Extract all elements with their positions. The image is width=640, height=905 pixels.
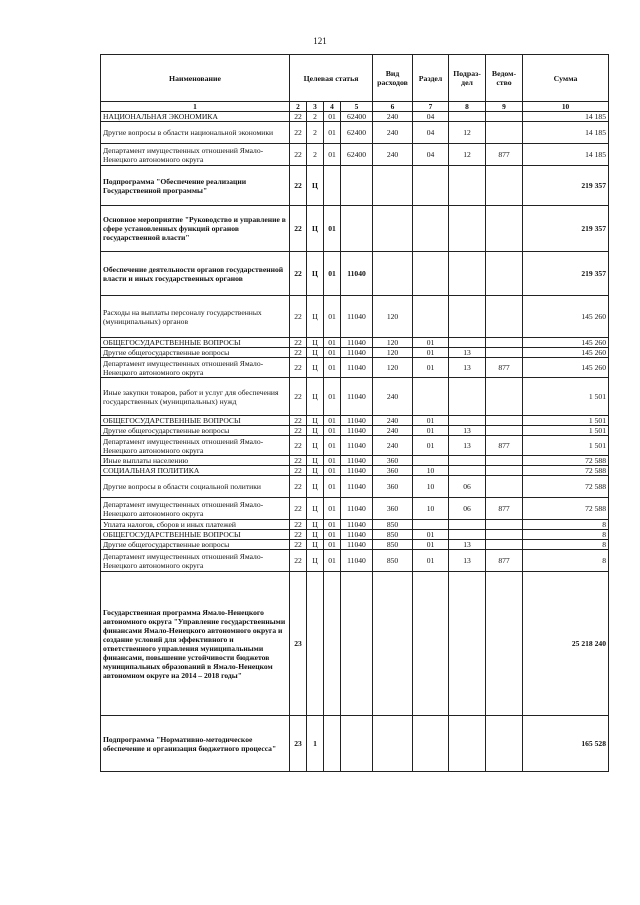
row-name: ОБЩЕГОСУДАРСТВЕННЫЕ ВОПРОСЫ	[101, 416, 290, 426]
header-row	[101, 55, 609, 102]
subsection-code: 13	[449, 550, 486, 572]
target-part-2: Ц	[307, 520, 324, 530]
department-code	[486, 530, 523, 540]
target-part-1: 22	[290, 122, 307, 144]
target-part-4: 62400	[341, 122, 373, 144]
target-part-1: 22	[290, 358, 307, 378]
target-part-4: 11040	[341, 252, 373, 296]
target-part-2: Ц	[307, 338, 324, 348]
sum-value: 1 501	[523, 436, 609, 456]
target-part-4: 11040	[341, 520, 373, 530]
sum-value: 145 260	[523, 358, 609, 378]
expense-type: 120	[373, 358, 413, 378]
department-code: 877	[486, 550, 523, 572]
table-row	[101, 436, 609, 456]
table-row	[101, 540, 609, 550]
target-part-2: Ц	[307, 456, 324, 466]
column-number: 8	[449, 102, 486, 112]
sum-value: 72 588	[523, 476, 609, 498]
row-name: Департамент имущественных отношений Ямало-Ненецкого автономного округа	[101, 550, 290, 572]
expense-type: 240	[373, 416, 413, 426]
target-part-4: 11040	[341, 378, 373, 416]
table-row	[101, 716, 609, 772]
target-part-1: 22	[290, 456, 307, 466]
table-row	[101, 122, 609, 144]
section-code: 10	[413, 498, 449, 520]
department-code: 877	[486, 358, 523, 378]
expense-type: 120	[373, 348, 413, 358]
sum-value: 14 185	[523, 122, 609, 144]
target-part-3: 01	[324, 550, 341, 572]
header-subsection: Подраз-дел	[449, 55, 486, 102]
department-code: 877	[486, 436, 523, 456]
target-part-3: 01	[324, 358, 341, 378]
section-code: 01	[413, 540, 449, 550]
expense-type	[373, 252, 413, 296]
section-code	[413, 252, 449, 296]
row-name: Уплата налогов, сборов и иных платежей	[101, 520, 290, 530]
target-part-4: 11040	[341, 550, 373, 572]
subsection-code: 13	[449, 358, 486, 378]
target-part-3: 01	[324, 206, 341, 252]
table-row	[101, 296, 609, 338]
expense-type	[373, 716, 413, 772]
target-part-4	[341, 206, 373, 252]
target-part-3: 01	[324, 540, 341, 550]
target-part-3: 01	[324, 466, 341, 476]
subsection-code	[449, 572, 486, 716]
column-number: 5	[341, 102, 373, 112]
target-part-2: Ц	[307, 476, 324, 498]
target-part-1: 22	[290, 338, 307, 348]
target-part-3: 01	[324, 436, 341, 456]
subsection-code: 06	[449, 498, 486, 520]
subsection-code	[449, 112, 486, 122]
section-code	[413, 520, 449, 530]
target-part-4: 11040	[341, 296, 373, 338]
subsection-code	[449, 166, 486, 206]
row-name: Иные закупки товаров, работ и услуг для обеспечения государственных (муниципальных) нужд	[101, 378, 290, 416]
row-name: Обеспечение деятельности органов государственной власти и иных государственных органов	[101, 252, 290, 296]
sum-value: 14 185	[523, 112, 609, 122]
expense-type: 360	[373, 456, 413, 466]
target-part-3: 01	[324, 520, 341, 530]
sum-value: 145 260	[523, 296, 609, 338]
department-code	[486, 338, 523, 348]
row-name: НАЦИОНАЛЬНАЯ ЭКОНОМИКА	[101, 112, 290, 122]
subsection-code: 13	[449, 436, 486, 456]
table-row	[101, 348, 609, 358]
target-part-2: Ц	[307, 378, 324, 416]
target-part-4	[341, 166, 373, 206]
target-part-2	[307, 572, 324, 716]
target-part-2: Ц	[307, 426, 324, 436]
target-part-2: Ц	[307, 466, 324, 476]
sum-value: 1 501	[523, 378, 609, 416]
section-code	[413, 716, 449, 772]
table-row	[101, 476, 609, 498]
section-code: 04	[413, 112, 449, 122]
subsection-code	[449, 530, 486, 540]
table-row	[101, 378, 609, 416]
target-part-2: Ц	[307, 348, 324, 358]
column-number: 1	[101, 102, 290, 112]
expense-type: 240	[373, 436, 413, 456]
sum-value: 1 501	[523, 416, 609, 426]
section-code: 10	[413, 476, 449, 498]
table-row	[101, 338, 609, 348]
row-name: СОЦИАЛЬНАЯ ПОЛИТИКА	[101, 466, 290, 476]
row-name: Основное мероприятие "Руководство и управление в сфере установленных функций органов государственной власти"	[101, 206, 290, 252]
header-section: Раздел	[413, 55, 449, 102]
row-name: Другие вопросы в области социальной политики	[101, 476, 290, 498]
target-part-1: 22	[290, 416, 307, 426]
expense-type	[373, 166, 413, 206]
target-part-1: 22	[290, 466, 307, 476]
table-row	[101, 456, 609, 466]
subsection-code	[449, 206, 486, 252]
row-name: ОБЩЕГОСУДАРСТВЕННЫЕ ВОПРОСЫ	[101, 338, 290, 348]
target-part-2: 2	[307, 122, 324, 144]
expense-type: 240	[373, 122, 413, 144]
target-part-2: Ц	[307, 206, 324, 252]
department-code	[486, 206, 523, 252]
department-code	[486, 112, 523, 122]
target-part-4	[341, 572, 373, 716]
target-part-3: 01	[324, 112, 341, 122]
table-row	[101, 206, 609, 252]
table-row	[101, 466, 609, 476]
subsection-code	[449, 338, 486, 348]
target-part-3: 01	[324, 456, 341, 466]
target-part-3: 01	[324, 348, 341, 358]
target-part-3: 01	[324, 122, 341, 144]
row-name: Департамент имущественных отношений Ямало-Ненецкого автономного округа	[101, 498, 290, 520]
expense-type: 850	[373, 520, 413, 530]
target-part-4: 11040	[341, 436, 373, 456]
department-code: 877	[486, 144, 523, 166]
table-row	[101, 572, 609, 716]
row-name: ОБЩЕГОСУДАРСТВЕННЫЕ ВОПРОСЫ	[101, 530, 290, 540]
subsection-code: 12	[449, 144, 486, 166]
section-code: 01	[413, 358, 449, 378]
row-name: Департамент имущественных отношений Ямало-Ненецкого автономного округа	[101, 436, 290, 456]
target-part-2: Ц	[307, 436, 324, 456]
expense-type: 360	[373, 498, 413, 520]
section-code	[413, 206, 449, 252]
sum-value: 165 528	[523, 716, 609, 772]
target-part-2: Ц	[307, 296, 324, 338]
target-part-2: 2	[307, 144, 324, 166]
table-row	[101, 144, 609, 166]
target-part-3: 01	[324, 416, 341, 426]
section-code	[413, 378, 449, 416]
target-part-4: 11040	[341, 426, 373, 436]
expense-type: 360	[373, 476, 413, 498]
table-row	[101, 520, 609, 530]
target-part-2: Ц	[307, 252, 324, 296]
row-name: Другие общегосударственные вопросы	[101, 540, 290, 550]
department-code	[486, 716, 523, 772]
target-part-4	[341, 716, 373, 772]
table-row	[101, 166, 609, 206]
target-part-4: 11040	[341, 338, 373, 348]
target-part-2: Ц	[307, 358, 324, 378]
sum-value: 72 588	[523, 498, 609, 520]
target-part-2: 1	[307, 716, 324, 772]
expense-type: 240	[373, 378, 413, 416]
table-row	[101, 112, 609, 122]
target-part-1: 22	[290, 348, 307, 358]
target-part-3: 01	[324, 426, 341, 436]
section-code: 01	[413, 426, 449, 436]
table-row	[101, 416, 609, 426]
table-row	[101, 358, 609, 378]
sum-value: 72 588	[523, 456, 609, 466]
target-part-1: 22	[290, 476, 307, 498]
header-target-article: Целевая статья	[290, 55, 373, 102]
target-part-3	[324, 166, 341, 206]
column-number: 9	[486, 102, 523, 112]
subsection-code	[449, 456, 486, 466]
target-part-4: 11040	[341, 416, 373, 426]
table-row	[101, 252, 609, 296]
column-number: 6	[373, 102, 413, 112]
expense-type: 120	[373, 296, 413, 338]
section-code: 01	[413, 530, 449, 540]
target-part-3: 01	[324, 252, 341, 296]
department-code	[486, 416, 523, 426]
section-code: 01	[413, 348, 449, 358]
row-name: Подпрограмма "Нормативно-методическое обеспечение и организация бюджетного процесса"	[101, 716, 290, 772]
header-department: Ведом-ство	[486, 55, 523, 102]
target-part-1: 22	[290, 426, 307, 436]
target-part-4: 62400	[341, 144, 373, 166]
target-part-2: Ц	[307, 530, 324, 540]
department-code	[486, 426, 523, 436]
expense-type: 240	[373, 144, 413, 166]
target-part-3	[324, 572, 341, 716]
department-code	[486, 456, 523, 466]
subsection-code	[449, 466, 486, 476]
target-part-4: 11040	[341, 466, 373, 476]
target-part-1: 22	[290, 530, 307, 540]
row-name: Департамент имущественных отношений Ямало-Ненецкого автономного округа	[101, 358, 290, 378]
department-code	[486, 572, 523, 716]
expense-type: 850	[373, 550, 413, 572]
target-part-1: 22	[290, 498, 307, 520]
sum-value: 145 260	[523, 338, 609, 348]
section-code	[413, 296, 449, 338]
department-code	[486, 348, 523, 358]
subsection-code: 13	[449, 348, 486, 358]
department-code	[486, 540, 523, 550]
department-code	[486, 476, 523, 498]
section-code: 01	[413, 416, 449, 426]
target-part-1: 22	[290, 112, 307, 122]
subsection-code: 13	[449, 426, 486, 436]
target-part-3: 01	[324, 338, 341, 348]
column-number: 10	[523, 102, 609, 112]
subsection-code	[449, 416, 486, 426]
sum-value: 14 185	[523, 144, 609, 166]
column-number: 3	[307, 102, 324, 112]
target-part-1: 22	[290, 540, 307, 550]
column-number: 7	[413, 102, 449, 112]
table-row	[101, 498, 609, 520]
sum-value: 219 357	[523, 252, 609, 296]
target-part-4: 11040	[341, 456, 373, 466]
target-part-3: 01	[324, 144, 341, 166]
target-part-3: 01	[324, 530, 341, 540]
sum-value: 145 260	[523, 348, 609, 358]
sum-value: 1 501	[523, 426, 609, 436]
column-number: 4	[324, 102, 341, 112]
section-code: 01	[413, 338, 449, 348]
row-name: Другие общегосударственные вопросы	[101, 348, 290, 358]
target-part-1: 23	[290, 716, 307, 772]
target-part-3: 01	[324, 378, 341, 416]
section-code: 01	[413, 550, 449, 572]
target-part-4: 11040	[341, 540, 373, 550]
table-row	[101, 426, 609, 436]
expense-type: 850	[373, 530, 413, 540]
target-part-2: Ц	[307, 498, 324, 520]
target-part-2: Ц	[307, 550, 324, 572]
row-name: Подпрограмма "Обеспечение реализации Государственной программы"	[101, 166, 290, 206]
target-part-2: Ц	[307, 166, 324, 206]
subsection-code	[449, 252, 486, 296]
table-row	[101, 530, 609, 540]
target-part-4: 11040	[341, 348, 373, 358]
expense-type: 360	[373, 466, 413, 476]
row-name: Другие вопросы в области национальной экономики	[101, 122, 290, 144]
target-part-2: Ц	[307, 416, 324, 426]
target-part-1: 22	[290, 520, 307, 530]
expense-type: 240	[373, 112, 413, 122]
header-name: Наименование	[101, 55, 290, 102]
row-name: Государственная программа Ямало-Ненецкого автономного округа "Управление государственными финансами Ямало-Ненецкого автономного округа и создание условий для эффективного и ответственного управления муниципальными финансами, повышение устойчивости бюджетов муниципальных образований в Ямало-Ненецком автономном округе на 2014 – 2018 годы"	[101, 572, 290, 716]
section-code	[413, 456, 449, 466]
sum-value: 219 357	[523, 166, 609, 206]
expense-type: 850	[373, 540, 413, 550]
target-part-1: 23	[290, 572, 307, 716]
subsection-code: 12	[449, 122, 486, 144]
department-code	[486, 296, 523, 338]
subsection-code: 13	[449, 540, 486, 550]
section-code: 04	[413, 144, 449, 166]
target-part-4: 11040	[341, 498, 373, 520]
expense-type	[373, 206, 413, 252]
table-row	[101, 550, 609, 572]
target-part-1: 22	[290, 378, 307, 416]
target-part-1: 22	[290, 550, 307, 572]
header-sum: Сумма	[523, 55, 609, 102]
target-part-1: 22	[290, 252, 307, 296]
target-part-1: 22	[290, 296, 307, 338]
target-part-1: 22	[290, 144, 307, 166]
target-part-2: Ц	[307, 540, 324, 550]
row-name: Иные выплаты населению	[101, 456, 290, 466]
target-part-3: 01	[324, 498, 341, 520]
expense-type: 240	[373, 426, 413, 436]
subsection-code: 06	[449, 476, 486, 498]
sum-value: 8	[523, 520, 609, 530]
target-part-3	[324, 716, 341, 772]
expense-type: 120	[373, 338, 413, 348]
target-part-2: 2	[307, 112, 324, 122]
department-code: 877	[486, 498, 523, 520]
target-part-3: 01	[324, 476, 341, 498]
department-code	[486, 166, 523, 206]
sum-value: 8	[523, 550, 609, 572]
sum-value: 72 588	[523, 466, 609, 476]
sum-value: 219 357	[523, 206, 609, 252]
target-part-4: 11040	[341, 476, 373, 498]
row-name: Департамент имущественных отношений Ямало-Ненецкого автономного округа	[101, 144, 290, 166]
section-code: 10	[413, 466, 449, 476]
page-number: 121	[313, 36, 327, 46]
section-code: 04	[413, 122, 449, 144]
section-code	[413, 572, 449, 716]
department-code	[486, 378, 523, 416]
subsection-code	[449, 520, 486, 530]
column-number-row	[101, 102, 609, 112]
column-number: 2	[290, 102, 307, 112]
row-name: Другие общегосударственные вопросы	[101, 426, 290, 436]
budget-table	[100, 54, 609, 772]
row-name: Расходы на выплаты персоналу государственных (муниципальных) органов	[101, 296, 290, 338]
subsection-code	[449, 378, 486, 416]
target-part-4: 11040	[341, 530, 373, 540]
expense-type	[373, 572, 413, 716]
target-part-4: 11040	[341, 358, 373, 378]
department-code	[486, 122, 523, 144]
department-code	[486, 466, 523, 476]
target-part-3: 01	[324, 296, 341, 338]
sum-value: 25 218 240	[523, 572, 609, 716]
sum-value: 8	[523, 530, 609, 540]
department-code	[486, 520, 523, 530]
subsection-code	[449, 296, 486, 338]
target-part-4: 62400	[341, 112, 373, 122]
section-code: 01	[413, 436, 449, 456]
target-part-1: 22	[290, 206, 307, 252]
target-part-1: 22	[290, 436, 307, 456]
subsection-code	[449, 716, 486, 772]
sum-value: 8	[523, 540, 609, 550]
section-code	[413, 166, 449, 206]
target-part-1: 22	[290, 166, 307, 206]
header-expense-type: Вид расходов	[373, 55, 413, 102]
department-code	[486, 252, 523, 296]
